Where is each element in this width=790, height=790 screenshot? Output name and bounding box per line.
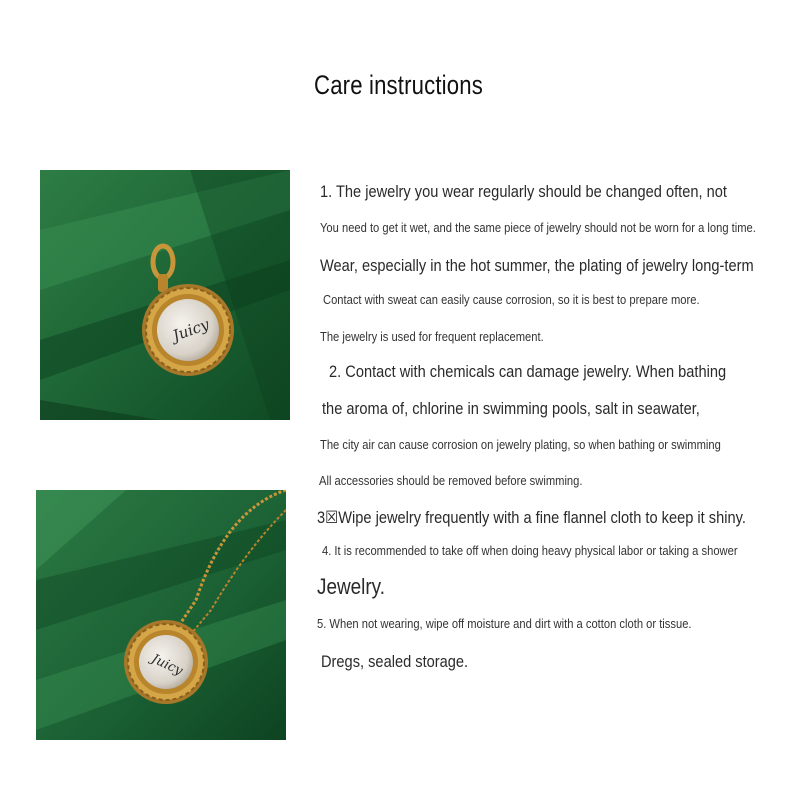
care-line-14: Dregs, sealed storage.	[321, 652, 469, 671]
product-photo-charm	[40, 170, 290, 420]
svg-text:Juicy: Juicy	[149, 651, 185, 679]
care-line-12: Jewelry.	[317, 574, 385, 599]
necklace-image	[36, 490, 286, 740]
charm-image	[40, 170, 290, 420]
care-line-7: the aroma of, chlorine in swimming pools, salt in seawater,	[322, 399, 700, 418]
care-line-10: 3☒Wipe jewelry frequently with a fine flannel cloth to keep it shiny.	[317, 508, 746, 527]
care-line-8: The city air can cause corrosion on jewelry plating, so when bathing or swimming	[320, 437, 721, 452]
care-line-3: Wear, especially in the hot summer, the plating of jewelry long-term	[320, 256, 754, 275]
product-photo-necklace	[36, 490, 286, 740]
page-title: Care instructions	[314, 70, 483, 100]
care-line-2: You need to get it wet, and the same piece of jewelry should not be worn for a long time.	[320, 220, 756, 235]
care-line-1: 1. The jewelry you wear regularly should be changed often, not	[320, 182, 727, 201]
care-line-6: 2. Contact with chemicals can damage jewelry. When bathing	[329, 362, 727, 381]
care-line-4: Contact with sweat can easily cause corrosion, so it is best to prepare more.	[323, 292, 700, 307]
care-line-5: The jewelry is used for frequent replacement.	[320, 329, 544, 344]
care-line-11: 4. It is recommended to take off when doing heavy physical labor or taking a shower	[322, 543, 738, 558]
svg-text:Juicy: Juicy	[170, 315, 212, 345]
care-line-13: 5. When not wearing, wipe off moisture and dirt with a cotton cloth or tissue.	[317, 616, 692, 631]
care-line-9: All accessories should be removed before swimming.	[319, 473, 583, 488]
